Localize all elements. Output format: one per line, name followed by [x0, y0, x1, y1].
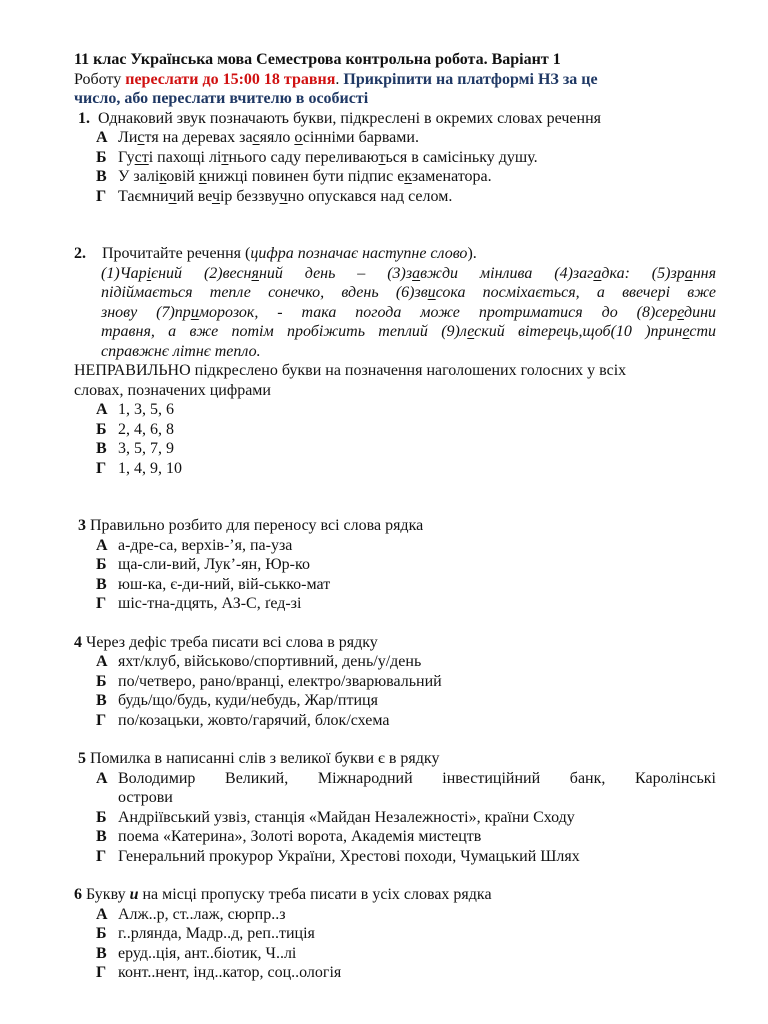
underlined-letter: е	[467, 323, 475, 340]
answer-option	[74, 187, 716, 207]
underlined-letter: і	[146, 264, 152, 282]
q2-question-2: словах, позначених цифрами	[74, 381, 271, 399]
question-5	[74, 749, 716, 769]
option-text: еруд..ція, ант..біотик, Ч..лі	[118, 944, 297, 962]
q2-passage-line-5: справжнє літнє тепло.	[101, 342, 261, 360]
question-number: 4	[74, 633, 82, 651]
underlined-letter: а	[684, 264, 693, 282]
option-letter: Б	[96, 556, 107, 573]
option-text: 1, 4, 9, 10	[118, 459, 182, 477]
underlined-letter: т	[221, 148, 229, 166]
option-letter: Г	[96, 595, 107, 612]
underlined-letter: ч	[211, 187, 220, 205]
option-text: Таємни	[118, 187, 169, 205]
option-letter: Г	[96, 964, 107, 981]
answer-option	[74, 148, 716, 168]
option-text: Ли	[118, 129, 138, 146]
q4-options	[74, 652, 716, 730]
question-text-end: на місці пропуску треба писати в усіх словах рядка	[138, 886, 492, 903]
page-title: 11 клас Українська мова Семестрова контрольна робота. Варіант 1	[74, 51, 561, 68]
question-3	[74, 516, 716, 536]
question-letter: и	[129, 886, 139, 903]
answer-option	[74, 167, 716, 187]
option-letter: А	[96, 536, 108, 554]
q3-options	[74, 536, 716, 614]
option-text: по/козацьки, жовто/гарячий, блок/схема	[118, 711, 390, 729]
question-6	[74, 885, 716, 905]
option-letter: А	[96, 129, 108, 146]
q2-passage-line-2	[74, 283, 716, 303]
passage-text: дини	[683, 303, 716, 321]
option-letter: А	[96, 905, 108, 923]
passage-text: (1)Чар	[101, 264, 147, 282]
answer-option	[74, 128, 716, 148]
answer-option	[74, 691, 716, 711]
question-1	[74, 109, 716, 129]
q2-options	[74, 400, 716, 478]
q6-options	[74, 905, 716, 983]
question-number: 2.	[74, 245, 86, 262]
passage-text: знову (7)пр	[101, 303, 191, 321]
answer-option	[74, 575, 716, 595]
question-text: Однаковий звук позначають букви, підкреслені в окремих словах речення	[98, 109, 601, 127]
answer-option	[74, 420, 716, 440]
option-letter: Б	[96, 148, 107, 166]
option-text: яхт/клуб, військово/спортивний, день/у/день	[118, 653, 422, 670]
answer-option	[74, 594, 716, 614]
instruction-start: Роботу	[74, 70, 126, 88]
option-letter: В	[96, 828, 107, 845]
question-hint: цифра позначає наступне слово	[250, 245, 468, 262]
option-text: Андріївський узвіз, станція «Майдан Незалежності», країни Сходу	[118, 808, 575, 826]
option-text: У залі	[118, 168, 160, 185]
answer-option	[74, 944, 716, 964]
option-text: Гу	[118, 148, 135, 166]
option-text: по/четверо, рано/вранці, електро/зварювальний	[118, 672, 442, 690]
option-text: ься в самісіньку душу.	[385, 148, 538, 166]
q2-passage-line-3	[74, 303, 716, 323]
answer-option	[74, 536, 716, 556]
underlined-letter: а	[593, 264, 602, 282]
option-text: Алж..р, ст..лаж, сюрпр..з	[118, 905, 286, 923]
q2-passage-line-1	[74, 264, 716, 284]
passage-text: вжди мінлива (4)заг	[420, 264, 594, 282]
option-text: шіс-тна-дцять, АЗ-С, ґед-зі	[118, 595, 302, 612]
instruction-dot: .	[335, 70, 344, 88]
answer-option	[74, 827, 716, 847]
q1-options	[74, 128, 716, 206]
question-number: 5	[78, 750, 86, 767]
passage-text: морозок, - така погода може протриматися до (8)сер	[198, 303, 678, 321]
question-text: Через дефіс треба писати всі слова в рядку	[82, 633, 378, 651]
question-text-end: ).	[467, 245, 477, 262]
document-page	[74, 50, 716, 983]
answer-option	[74, 808, 716, 828]
passage-text: ння	[692, 264, 717, 282]
option-text: 2, 4, 6, 8	[118, 420, 174, 438]
underlined-letter: е	[677, 303, 684, 321]
underlined-letter: и	[427, 284, 436, 301]
question-text: Букву	[82, 886, 130, 903]
option-text: 3, 5, 7, 9	[118, 440, 174, 457]
underlined-letter: ст	[134, 148, 149, 166]
option-text: заменатора.	[411, 168, 492, 185]
underlined-letter: ч	[168, 187, 177, 205]
question-2	[74, 244, 716, 264]
option-letter: В	[96, 168, 107, 185]
answer-option	[74, 555, 716, 575]
option-text-cont: острови	[118, 789, 173, 806]
underlined-letter: к	[159, 168, 167, 185]
option-letter: В	[96, 575, 107, 593]
platform-note: Прикріпити на платформі НЗ за це	[343, 70, 598, 88]
option-text: а-дре-са, верхів-’я, па-уза	[118, 536, 293, 554]
option-text: нього саду переливаю	[228, 148, 379, 166]
option-text: Генеральний прокурор України, Хрестові походи, Чумацький Шлях	[118, 847, 580, 865]
platform-note-cont: число, або переслати вчителю в особисті	[74, 90, 369, 107]
option-letter: Г	[96, 711, 107, 729]
underlined-letter: а	[412, 264, 421, 282]
option-letter: В	[96, 440, 107, 457]
option-letter: В	[96, 692, 107, 709]
option-text: ща-сли-вий, Лук’-ян, Юр-ко	[118, 556, 310, 573]
underlined-letter: я	[251, 264, 259, 282]
passage-text: ний день – (3)з	[258, 264, 413, 282]
underlined-letter: и	[190, 303, 199, 321]
passage-text: дка: (5)зр	[601, 264, 685, 282]
question-text: Правильно розбито для переносу всі слова рядка	[86, 517, 424, 534]
underlined-letter: к	[404, 168, 412, 185]
instruction-line	[74, 70, 716, 90]
underlined-letter: с	[137, 129, 145, 146]
answer-option	[74, 439, 716, 459]
option-text: яяло	[259, 129, 295, 146]
answer-option	[74, 652, 716, 672]
underlined-letter: с	[252, 129, 260, 146]
option-text: г..рлянда, Мадр..д, реп..тиція	[118, 925, 315, 942]
option-text: 1, 3, 5, 6	[118, 401, 174, 418]
option-letter: Б	[96, 808, 107, 826]
underlined-letter: о	[294, 129, 303, 146]
option-text: і пахощі лі	[148, 148, 222, 166]
option-letter: Б	[96, 925, 107, 942]
passage-text: сти	[689, 323, 716, 340]
option-text: конт..нент, інд..катор, соц..ологія	[118, 964, 342, 981]
option-letter: Б	[96, 420, 107, 438]
option-letter: Г	[96, 187, 107, 205]
option-text: поема «Катерина», Золоті ворота, Академія мистецтв	[118, 828, 482, 845]
passage-text: підіймається тепле сонечко, вдень (6)зв	[101, 284, 428, 301]
passage-text: єний (2)весн	[151, 264, 252, 282]
option-text: сінніми барвами.	[302, 129, 419, 146]
underlined-letter: к	[198, 168, 207, 185]
question-4	[74, 633, 716, 653]
q2-question-1: НЕПРАВИЛЬНО підкреслено букви на позначення наголошених голосних у всіх	[74, 362, 627, 379]
question-number: 3	[78, 517, 86, 534]
underlined-letter: е	[682, 323, 690, 340]
option-text: ий ве	[176, 187, 212, 205]
question-number: 6	[74, 886, 82, 903]
option-letter: А	[96, 653, 108, 670]
answer-option	[74, 963, 716, 983]
option-letter: Б	[96, 672, 107, 690]
deadline-text: переслати до 15:00 18 травня	[125, 70, 336, 88]
question-text: Прочитайте речення (	[102, 245, 251, 262]
answer-option	[74, 400, 716, 420]
option-letter: Г	[96, 459, 107, 477]
answer-option	[74, 924, 716, 944]
option-text: тя на деревах за	[144, 129, 253, 146]
option-letter: А	[96, 769, 108, 787]
option-text: юш-ка, є-ди-ний, вій-ськко-мат	[118, 575, 331, 593]
answer-option	[74, 711, 716, 731]
q2-passage-line-4	[74, 322, 716, 342]
answer-option	[74, 847, 716, 867]
option-text: но опускався над селом.	[287, 187, 453, 205]
underlined-letter: ч	[279, 187, 288, 205]
option-text: нижці повинен бути підпис е	[206, 168, 405, 185]
passage-text: ский вітерець,щоб(10 )прин	[474, 323, 683, 340]
answer-option	[74, 672, 716, 692]
underlined-letter: т	[378, 148, 386, 166]
question-text: Помилка в написанні слів з великої букви є в рядку	[86, 750, 440, 767]
option-text: овій	[166, 168, 199, 185]
question-number: 1.	[78, 109, 90, 127]
option-text: Володимир Великий, Міжнародний інвестиційний банк, Каролінські	[118, 769, 716, 787]
option-text: будь/що/будь, куди/небудь, Жар/птиця	[118, 692, 378, 709]
passage-text: травня, а вже потім пробіжить теплий (9)л	[101, 323, 468, 340]
q5-options	[74, 769, 716, 867]
option-letter: В	[96, 944, 107, 962]
answer-option	[74, 769, 716, 808]
passage-text: сока посміхається, а ввечері вже	[435, 284, 716, 301]
option-text: ір беззву	[219, 187, 280, 205]
answer-option	[74, 905, 716, 925]
option-letter: Г	[96, 847, 107, 865]
option-letter: А	[96, 401, 108, 418]
answer-option	[74, 459, 716, 479]
